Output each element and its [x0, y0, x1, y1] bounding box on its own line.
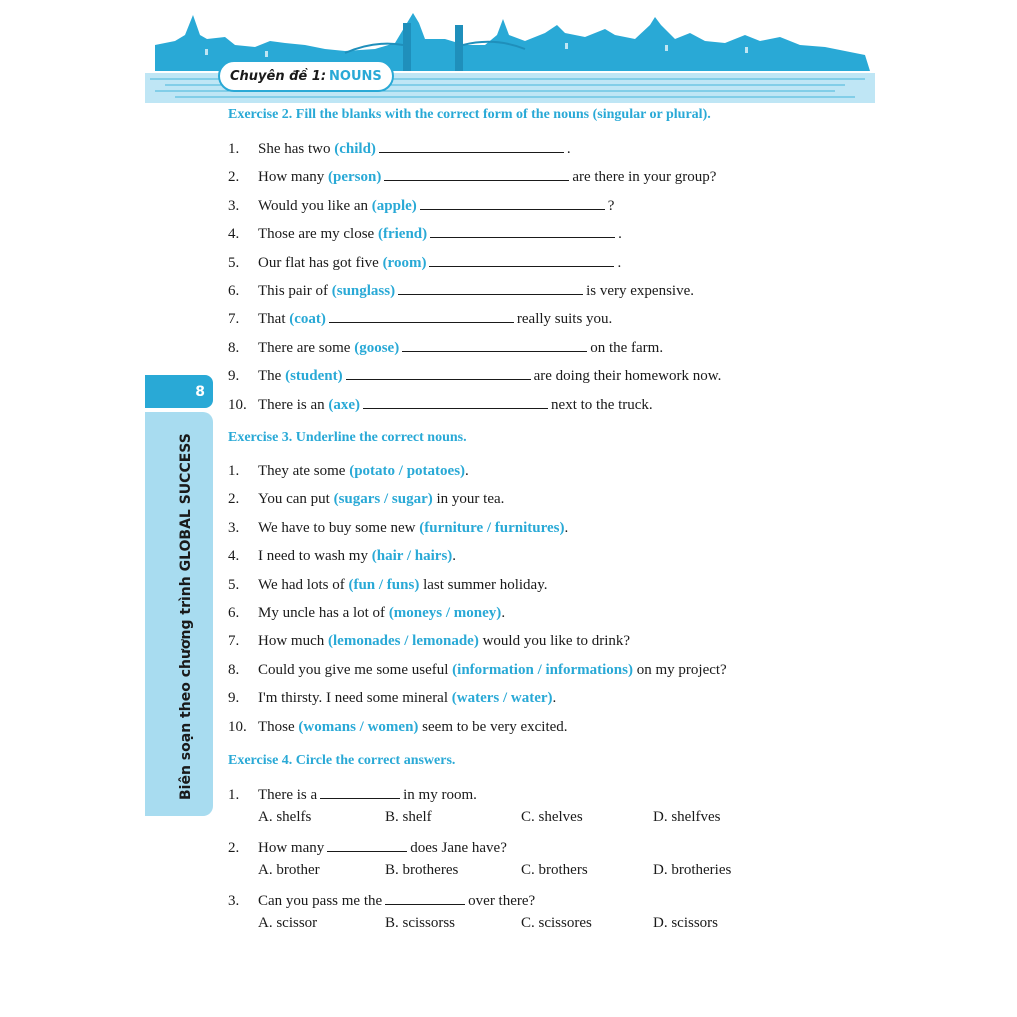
item-text: How much: [258, 633, 325, 650]
answer-option[interactable]: A. shelfs: [258, 809, 312, 825]
item-number: 9.: [228, 690, 240, 707]
exercise-2-item: [228, 367, 721, 385]
item-number: 2.: [228, 169, 240, 186]
item-text: We have to buy some new: [258, 519, 416, 536]
item-text-end: .: [501, 605, 506, 621]
item-number: 3.: [228, 893, 240, 909]
item-text-end: on the farm.: [590, 339, 664, 356]
answer-option[interactable]: A. brother: [258, 862, 320, 878]
item-text-end: are there in your group?: [572, 169, 717, 186]
noun-hint: (axe): [328, 396, 361, 413]
item-number: 2.: [228, 491, 240, 508]
item-number: 6.: [228, 605, 240, 621]
answer-blank[interactable]: [329, 310, 514, 323]
noun-choice[interactable]: (moneys / money): [388, 605, 502, 621]
noun-hint: (room): [382, 254, 427, 271]
item-text: How many: [258, 840, 325, 856]
item-text-end: would you like to drink?: [482, 633, 631, 650]
answer-option[interactable]: B. shelf: [385, 809, 432, 825]
exercise-3-item: [228, 463, 469, 480]
item-number: 2.: [228, 840, 240, 856]
answer-option[interactable]: D. scissors: [653, 915, 719, 931]
item-text: There is a: [258, 787, 318, 803]
answer-blank[interactable]: [320, 786, 400, 799]
exercise-3-item: [228, 491, 504, 508]
exercise-2-item: [228, 225, 622, 243]
noun-hint: (goose): [354, 339, 400, 356]
answer-options: [258, 809, 818, 829]
item-text-end: ?: [607, 197, 615, 214]
item-number: 5.: [228, 254, 240, 271]
item-text: Can you pass me the: [258, 893, 383, 909]
item-text: This pair of: [258, 283, 328, 299]
answer-blank[interactable]: [327, 839, 407, 852]
item-text-end: on my project?: [636, 661, 727, 678]
answer-blank[interactable]: [398, 282, 583, 295]
noun-choice[interactable]: (furniture / furnitures): [419, 519, 565, 536]
item-text-end: in your tea.: [436, 491, 505, 508]
item-number: 4.: [228, 548, 240, 565]
answer-option[interactable]: B. brotheres: [385, 862, 459, 878]
page-number: 8: [195, 383, 205, 400]
answer-option[interactable]: D. shelfves: [653, 809, 721, 825]
item-number: 7.: [228, 633, 240, 650]
noun-hint: (person): [328, 169, 382, 186]
item-text-end: in my room.: [403, 787, 477, 803]
item-number: 1.: [228, 787, 240, 803]
item-text-end: .: [552, 690, 557, 707]
exercise-4-question: [228, 839, 507, 857]
item-text: Our flat has got five: [258, 254, 379, 271]
item-number: 10.: [228, 396, 247, 413]
item-text-end: does Jane have?: [410, 840, 507, 856]
exercise-3-item: [228, 690, 556, 707]
item-text: My uncle has a lot of: [258, 605, 386, 621]
exercise-2-item: [228, 282, 694, 300]
item-text: Would you like an: [258, 197, 369, 214]
item-text-end: is very expensive.: [586, 283, 694, 299]
item-text: We had lots of: [258, 576, 345, 593]
noun-hint: (sunglass): [331, 283, 396, 299]
answer-blank[interactable]: [385, 892, 465, 905]
item-number: 9.: [228, 368, 240, 385]
item-text-end: .: [566, 141, 571, 157]
chapter-prefix: Chuyên đề 1:: [230, 68, 327, 84]
answer-option[interactable]: D. brotheries: [653, 862, 732, 878]
answer-options: [258, 915, 818, 935]
answer-blank[interactable]: [429, 254, 614, 267]
noun-choice[interactable]: (potato / potatoes): [349, 463, 466, 479]
exercise-3-item: [228, 605, 505, 622]
exercise-2-item: [228, 197, 614, 215]
item-number: 7.: [228, 311, 240, 328]
item-text: They ate some: [258, 463, 346, 479]
side-tab-label: Biên soạn theo chương trình GLOBAL SUCCESS: [178, 433, 194, 800]
exercise-2-heading: Exercise 2. Fill the blanks with the correct form of the nouns (singular or plural).: [228, 107, 711, 122]
item-text: That: [258, 311, 286, 328]
item-number: 1.: [228, 463, 240, 479]
item-text: Those: [258, 718, 295, 735]
item-number: 8.: [228, 339, 240, 356]
answer-blank[interactable]: [384, 168, 569, 181]
noun-hint: (student): [285, 368, 343, 385]
answer-option[interactable]: A. scissor: [258, 915, 318, 931]
exercise-3-item: [228, 577, 548, 594]
answer-blank[interactable]: [379, 140, 564, 153]
noun-choice[interactable]: (lemonades / lemonade): [328, 633, 479, 650]
exercise-2-item: [228, 396, 653, 414]
item-text-end: .: [618, 226, 622, 243]
chapter-topic: NOUNS: [329, 68, 382, 84]
item-number: 6.: [228, 283, 240, 299]
item-text-end: .: [465, 463, 469, 479]
noun-hint: (apple): [371, 197, 417, 214]
exercise-4-question: [228, 892, 535, 910]
answer-blank[interactable]: [420, 197, 605, 210]
item-text-end: next to the truck.: [551, 396, 653, 413]
answer-option[interactable]: C. shelves: [521, 809, 583, 825]
item-text-end: seem to be very excited.: [422, 718, 568, 735]
answer-blank[interactable]: [402, 339, 587, 352]
noun-choice[interactable]: (womans / women): [298, 718, 419, 735]
exercise-3-item: [228, 548, 456, 565]
item-number: 10.: [228, 718, 247, 735]
exercise-2-item: [228, 168, 716, 186]
exercise-2-item: [228, 140, 571, 158]
answer-blank[interactable]: [430, 225, 615, 238]
exercise-3-item: [228, 662, 727, 679]
item-text-end: really suits you.: [516, 311, 613, 328]
noun-hint: (coat): [289, 311, 326, 328]
answer-option[interactable]: C. brothers: [521, 862, 588, 878]
item-text: You can put: [258, 491, 330, 508]
item-number: 8.: [228, 661, 240, 678]
answer-option[interactable]: C. scissores: [521, 915, 592, 931]
item-text: There is an: [258, 396, 325, 413]
exercise-3-item: [228, 520, 568, 537]
item-number: 4.: [228, 226, 240, 243]
item-number: 1.: [228, 141, 240, 157]
noun-hint: (friend): [377, 226, 428, 243]
exercise-2-item: [228, 339, 663, 357]
answer-blank[interactable]: [363, 396, 548, 409]
exercise-3-item: [228, 633, 630, 650]
answer-blank[interactable]: [346, 367, 531, 380]
item-text: I'm thirsty. I need some mineral: [258, 690, 449, 707]
item-text: There are some: [258, 339, 351, 356]
item-text: She has two: [258, 141, 331, 157]
item-text: The: [258, 368, 282, 385]
item-text: Those are my close: [258, 226, 375, 243]
item-text-end: .: [617, 254, 622, 271]
chapter-title-pill: [218, 60, 394, 92]
exercise-3-heading: Exercise 3. Underline the correct nouns.: [228, 430, 467, 445]
answer-option[interactable]: B. scissorss: [385, 915, 456, 931]
noun-choice[interactable]: (fun / funs): [348, 576, 420, 593]
item-text: How many: [258, 169, 325, 186]
noun-choice[interactable]: (information / informations): [452, 661, 633, 678]
item-text-end: .: [452, 548, 457, 565]
item-text-end: are doing their homework now.: [533, 368, 722, 385]
item-text-end: .: [564, 519, 569, 536]
noun-hint: (child): [334, 141, 376, 157]
exercise-4-heading: Exercise 4. Circle the correct answers.: [228, 753, 456, 768]
noun-choice[interactable]: (waters / water): [451, 690, 553, 707]
item-number: 3.: [228, 197, 240, 214]
answer-options: [258, 862, 818, 882]
exercise-3-item: [228, 719, 568, 736]
item-text: I need to wash my: [258, 548, 368, 565]
item-number: 3.: [228, 519, 240, 536]
noun-choice[interactable]: (hair / hairs): [371, 548, 453, 565]
item-text-end: over there?: [468, 893, 536, 909]
page-number-tab: [145, 375, 213, 408]
noun-choice[interactable]: (sugars / sugar): [333, 491, 433, 508]
exercise-2-item: [228, 310, 612, 328]
item-text-end: last summer holiday.: [423, 576, 548, 593]
exercise-4-question: [228, 786, 477, 804]
item-text: Could you give me some useful: [258, 661, 449, 678]
exercise-2-item: [228, 254, 621, 272]
item-number: 5.: [228, 576, 240, 593]
